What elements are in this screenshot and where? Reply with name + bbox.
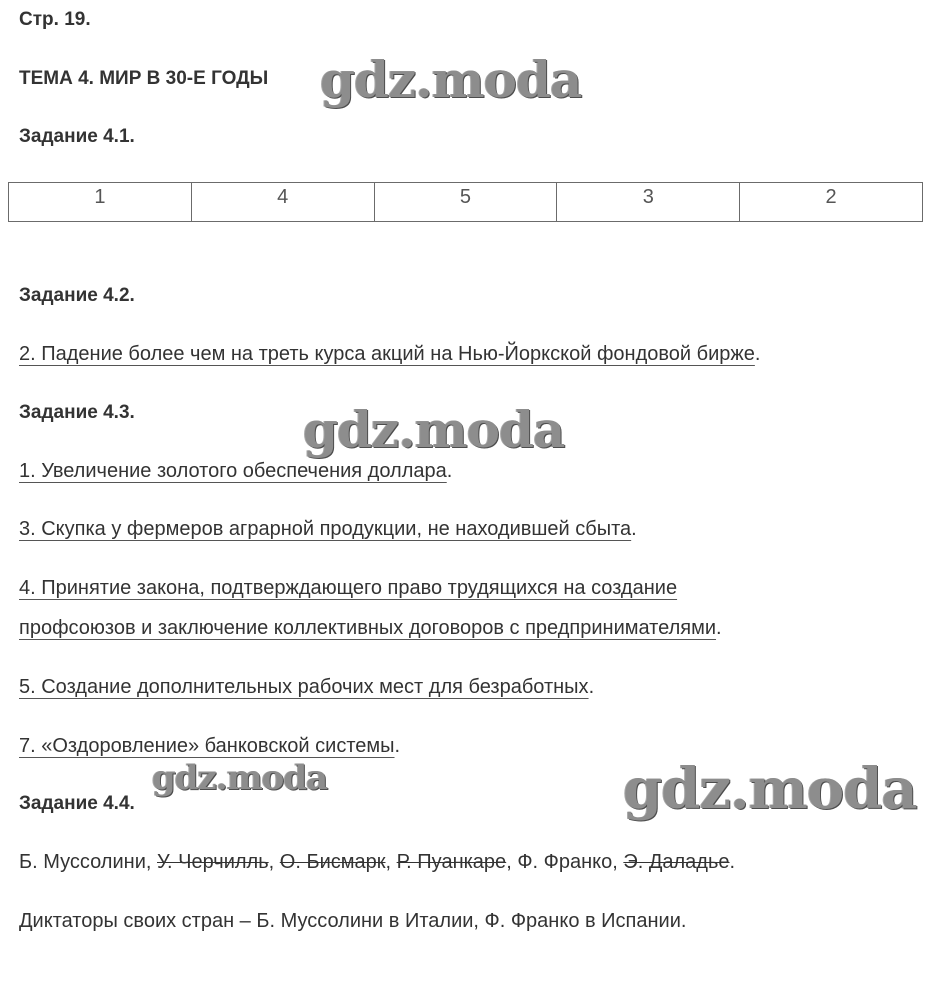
- name-mussolini: Б. Муссолини: [19, 851, 146, 873]
- answer-end: .: [446, 460, 453, 482]
- page-label: Стр. 19.: [19, 9, 91, 30]
- task-4-3-answer-4-line-1: [19, 576, 677, 600]
- task-4-4-names: [19, 850, 735, 874]
- answer-end: .: [729, 851, 736, 873]
- answer-end: .: [716, 617, 722, 639]
- answer-end: .: [394, 735, 401, 757]
- task-4-3-answer-1: [19, 459, 452, 483]
- topic-title: ТЕМА 4. МИР В 30-Е ГОДЫ: [19, 68, 269, 89]
- table-cell: 3: [557, 183, 740, 222]
- answer-text: 2. Падение более чем на треть курса акций на Нью-Йоркской фондовой бирже: [19, 343, 755, 365]
- task-4-4-title: Задание 4.4.: [19, 793, 135, 814]
- name-poincare-struck: Р. Пуанкаре: [396, 851, 507, 873]
- name-daladier-struck: Э. Даладье: [623, 851, 730, 873]
- table-cell: 1: [9, 183, 192, 222]
- answer-text: профсоюзов и заключение коллективных договоров с предпринимателями: [19, 617, 717, 639]
- separator: ,: [506, 851, 518, 873]
- answer-text: 1. Увеличение золотого обеспечения доллара: [19, 460, 447, 482]
- answer-text: 3. Скупка у фермеров аграрной продукции, не находившей сбыта: [19, 518, 632, 540]
- task-4-3-title: Задание 4.3.: [19, 402, 135, 423]
- watermark: gdz.moda: [623, 756, 917, 822]
- answer-end: .: [631, 518, 637, 540]
- answer-table: [8, 182, 923, 222]
- answer-text: 4. Принятие закона, подтверждающего право трудящихся на создание: [19, 577, 678, 599]
- table-cell: 4: [191, 183, 374, 222]
- task-4-3-answer-4-line-2: [19, 616, 722, 640]
- name-churchill-struck: У. Черчилль: [157, 851, 269, 873]
- table-cell: 2: [740, 183, 923, 222]
- answer-text: 7. «Оздоровление» банковской системы: [19, 735, 395, 757]
- table-row: [9, 183, 923, 222]
- separator: ,: [145, 851, 157, 873]
- task-4-1-title: Задание 4.1.: [19, 126, 135, 147]
- task-4-3-answer-5: [19, 675, 594, 699]
- separator: ,: [612, 851, 624, 873]
- task-4-2-title: Задание 4.2.: [19, 285, 135, 306]
- task-4-3-answer-7: [19, 734, 400, 758]
- name-bismarck-struck: О. Бисмарк: [279, 851, 386, 873]
- answer-end: .: [754, 343, 761, 365]
- answer-text: 5. Создание дополнительных рабочих мест для безработных: [19, 676, 589, 698]
- watermark: gdz.moda: [152, 758, 328, 798]
- table-cell: 5: [374, 183, 557, 222]
- watermark: gdz.moda: [303, 400, 565, 459]
- separator: ,: [268, 851, 280, 873]
- task-4-4-conclusion: Диктаторы своих стран – Б. Муссолини в Италии, Ф. Франко в Испании.: [19, 910, 687, 932]
- watermark: gdz.moda: [320, 50, 582, 109]
- task-4-3-answer-3: [19, 517, 637, 541]
- answer-end: .: [588, 676, 595, 698]
- separator: ,: [385, 851, 397, 873]
- name-franco: Ф. Франко: [517, 851, 613, 873]
- task-4-2-answer: [19, 342, 760, 366]
